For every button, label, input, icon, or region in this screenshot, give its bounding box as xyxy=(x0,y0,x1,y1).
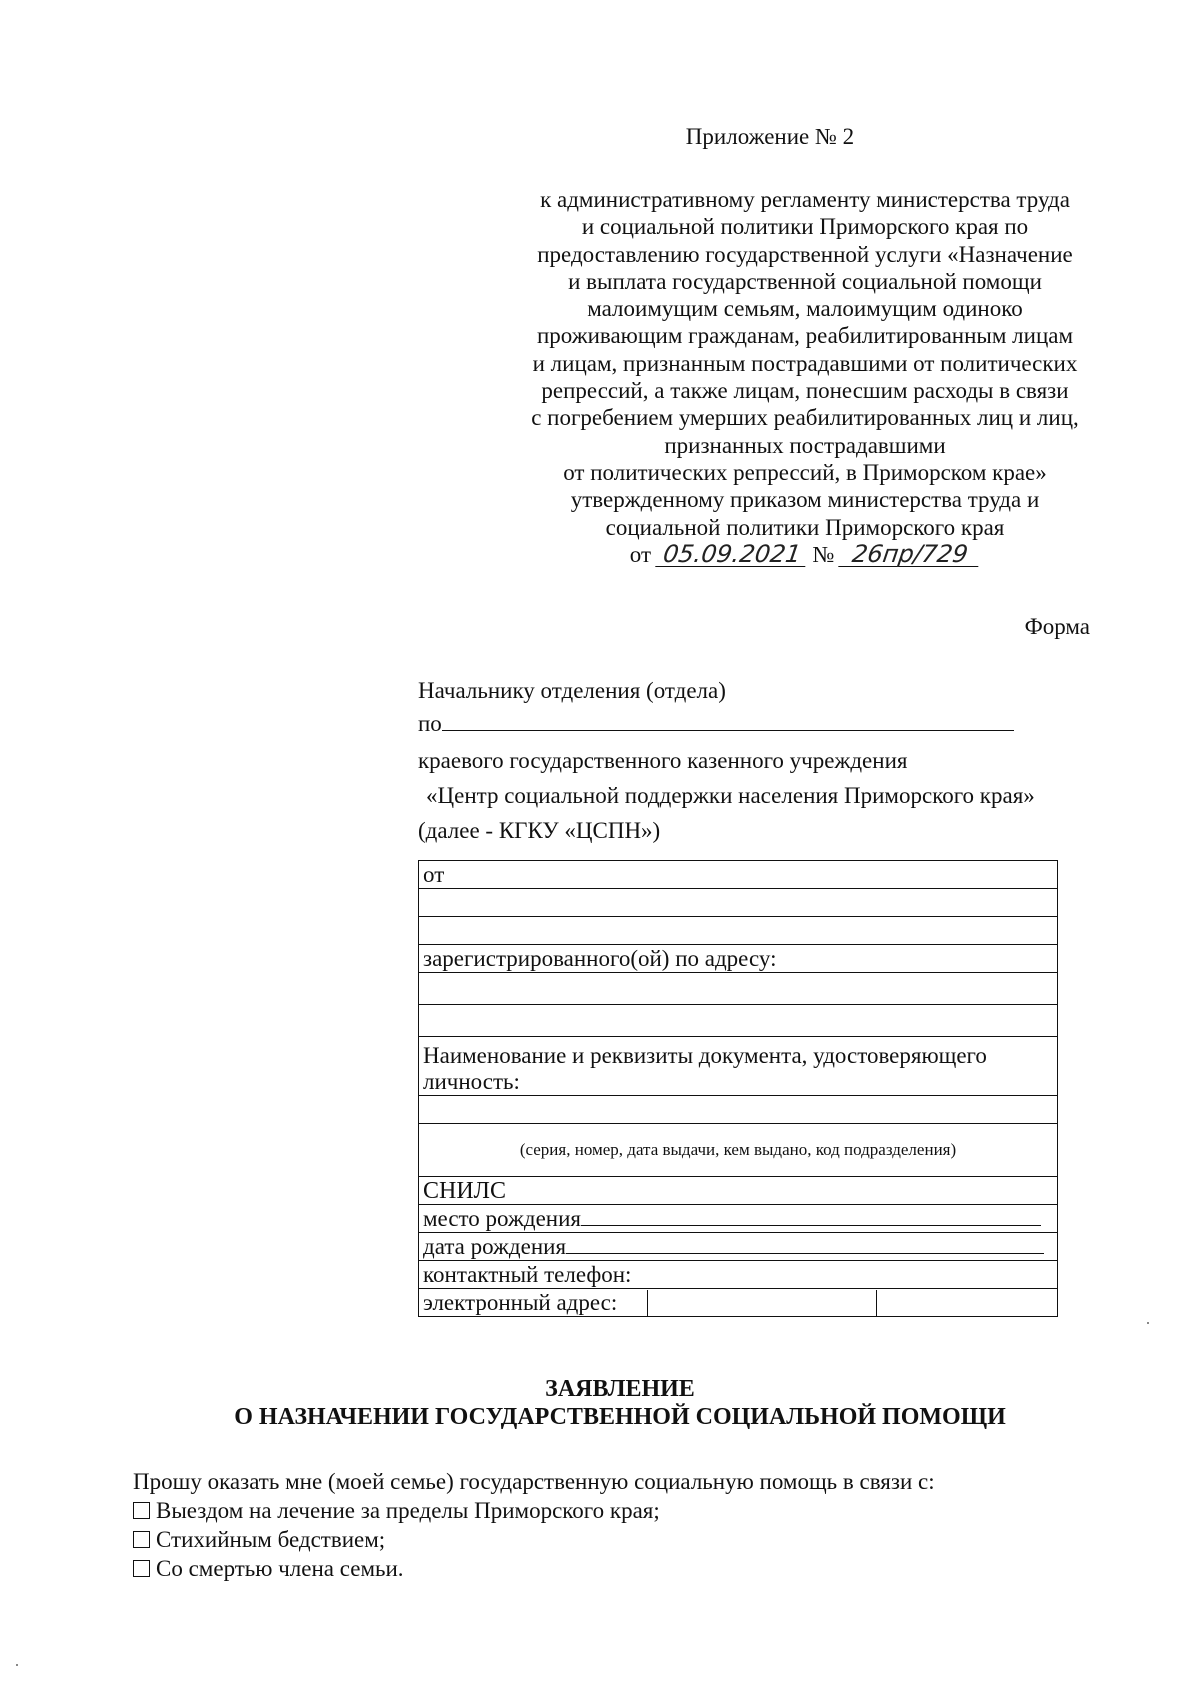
statement-title xyxy=(0,1375,1200,1431)
handwritten-date: 05.09.2021 xyxy=(655,542,809,567)
registered-label: зарегистрированного(ой) по адресу: xyxy=(423,946,777,971)
approval-line: с погребением умерших реабилитированных лиц и лиц, xyxy=(531,405,1079,431)
appendix-title: Приложение № 2 xyxy=(685,124,855,149)
id-document-hint-row[interactable] xyxy=(419,1124,1058,1177)
request-block xyxy=(133,1467,1133,1583)
id-document-row[interactable] xyxy=(419,1037,1058,1096)
from-blank-row[interactable] xyxy=(419,889,1058,917)
addressee-block xyxy=(418,673,1118,848)
request-intro: Прошу оказать мне (моей семье) государственную социальную помощь в связи с: xyxy=(133,1469,935,1494)
registered-row[interactable] xyxy=(419,945,1058,973)
handwritten-number: 26пр/729 xyxy=(838,542,982,567)
approval-line: и лицам, признанным пострадавшими от политических xyxy=(532,350,1078,376)
birthdate-label: дата рождения xyxy=(423,1234,567,1259)
email-input-cell[interactable] xyxy=(648,1290,877,1316)
statement-title-line: ЗАЯВЛЕНИЕ xyxy=(545,1376,695,1402)
checkbox-icon[interactable] xyxy=(133,1560,150,1577)
birthdate-blank-field[interactable] xyxy=(566,1233,1044,1254)
snils-label: СНИЛС xyxy=(423,1178,506,1204)
from-label: от xyxy=(423,862,445,887)
birthdate-row[interactable] xyxy=(419,1233,1058,1261)
addressee-line: (далее - КГКУ «ЦСПН») xyxy=(418,818,661,843)
birthplace-row[interactable] xyxy=(419,1205,1058,1233)
option-family-death[interactable] xyxy=(133,1554,1133,1583)
approval-line: утвержденному приказом министерства труда и xyxy=(570,487,1040,513)
addressee-line: Начальнику отделения (отдела) xyxy=(418,678,726,703)
email-row xyxy=(419,1289,1058,1317)
date-prefix: от xyxy=(629,542,652,567)
approval-line: признанных пострадавшими xyxy=(664,432,946,458)
address-blank-row[interactable] xyxy=(419,1005,1058,1037)
approval-line: социальной политики Приморского края xyxy=(605,514,1005,540)
addressee-line: «Центр социальной поддержки населения Приморского края» xyxy=(426,783,1035,808)
approval-line: и социальной политики Приморского края по xyxy=(581,214,1029,240)
approval-text xyxy=(505,186,1105,541)
option-label: Выездом на лечение за пределы Приморского края; xyxy=(156,1498,660,1523)
email-label-cell xyxy=(419,1290,648,1316)
id-document-hint: (серия, номер, дата выдачи, кем выдано, код подразделения) xyxy=(519,1140,957,1159)
snils-row[interactable] xyxy=(419,1177,1058,1205)
id-document-blank-row[interactable] xyxy=(419,1096,1058,1124)
phone-label: контактный телефон: xyxy=(423,1262,632,1287)
id-document-label: Наименование и реквизиты документа, удостоверяющего личность: xyxy=(423,1043,987,1094)
approval-line: проживающим гражданам, реабилитированным лицам xyxy=(536,323,1074,349)
email-cells xyxy=(419,1290,1057,1316)
addressee-department-line xyxy=(418,708,1118,737)
approval-date-line xyxy=(505,542,1105,568)
from-blank-row[interactable] xyxy=(419,917,1058,945)
statement-title-line: О НАЗНАЧЕНИИ ГОСУДАРСТВЕННОЙ СОЦИАЛЬНОЙ ПОМОЩИ xyxy=(234,1404,1006,1430)
department-blank-field[interactable] xyxy=(442,708,1014,731)
phone-row[interactable] xyxy=(419,1261,1058,1289)
email-label: электронный адрес: xyxy=(423,1290,618,1315)
approval-line: к административному регламенту министерства труда xyxy=(540,187,1070,212)
from-row[interactable] xyxy=(419,861,1058,889)
addressee-by-prefix: по xyxy=(418,711,442,736)
scan-speck xyxy=(1147,1322,1149,1324)
approval-line: и выплата государственной социальной помощи xyxy=(568,268,1042,294)
checkbox-icon[interactable] xyxy=(133,1502,150,1519)
email-input-cell[interactable] xyxy=(877,1290,1058,1316)
option-treatment-trip[interactable] xyxy=(133,1496,1133,1525)
approval-line: репрессий, а также лицам, понесшим расходы в связи xyxy=(541,378,1069,404)
birthplace-label: место рождения xyxy=(423,1206,581,1231)
approval-line: предоставлению государственной услуги «Назначение xyxy=(537,241,1073,267)
checkbox-icon[interactable] xyxy=(133,1531,150,1548)
address-blank-row[interactable] xyxy=(419,973,1058,1005)
number-prefix: № xyxy=(812,542,835,567)
option-natural-disaster[interactable] xyxy=(133,1525,1133,1554)
addressee-line: краевого государственного казенного учреждения xyxy=(418,748,908,773)
form-label: Форма xyxy=(1024,614,1090,639)
option-label: Со смертью члена семьи. xyxy=(156,1556,404,1581)
approval-line: малоимущим семьям, малоимущим одиноко xyxy=(587,296,1023,322)
birthplace-blank-field[interactable] xyxy=(581,1205,1041,1226)
option-label: Стихийным бедствием; xyxy=(156,1527,386,1552)
scan-speck xyxy=(16,1664,18,1666)
approval-line: от политических репрессий, в Приморском крае» xyxy=(563,459,1047,485)
applicant-info-table xyxy=(418,860,1058,1317)
